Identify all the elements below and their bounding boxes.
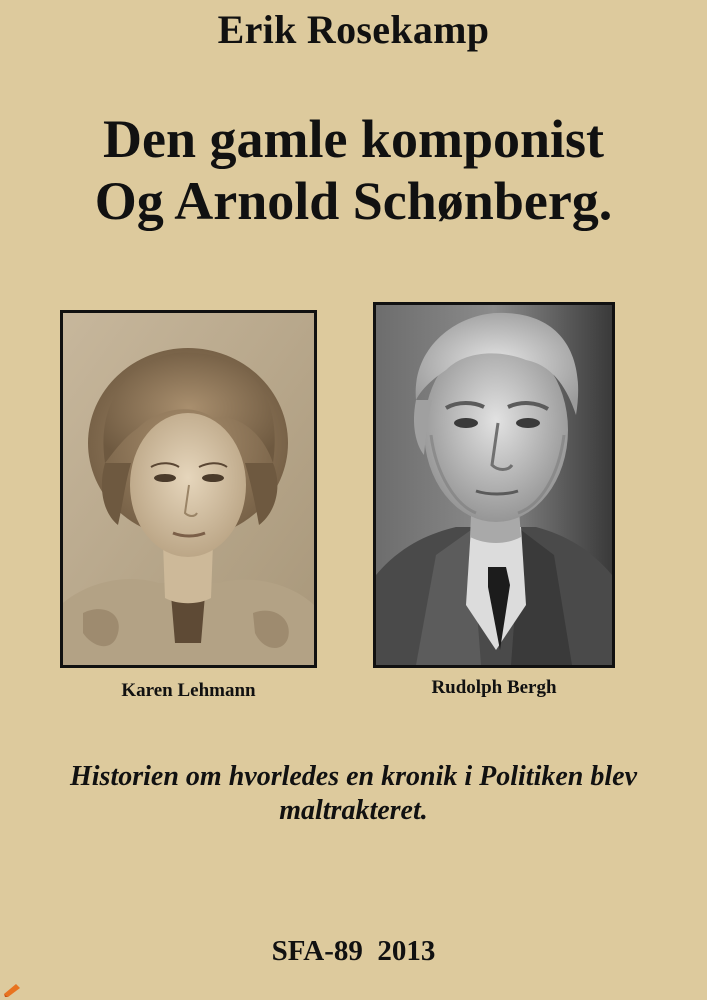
title-line-2: Og Arnold Schønberg. [94, 171, 613, 231]
portrait-rudolph-bergh [373, 302, 615, 668]
caption-rudolph-bergh: Rudolph Bergh [431, 677, 557, 698]
book-title [0, 108, 707, 232]
caption-karen-lehmann: Karen Lehmann [121, 680, 256, 701]
book-subtitle [20, 760, 687, 828]
subtitle-line-2: maltrakteret. [279, 795, 428, 826]
publisher-year: SFA-89 2013 [271, 935, 436, 967]
portrait-karen-lehmann [60, 310, 317, 668]
subtitle-line-1: Historien om hvorledes en kronik i Politiken blev [70, 761, 637, 792]
portrait-grayscale-image [376, 305, 612, 665]
author-name: Erik Rosekamp [217, 7, 490, 52]
title-line-1: Den gamle komponist [102, 109, 605, 169]
portrait-sepia-image [63, 313, 314, 665]
corner-logo-icon [2, 980, 22, 998]
